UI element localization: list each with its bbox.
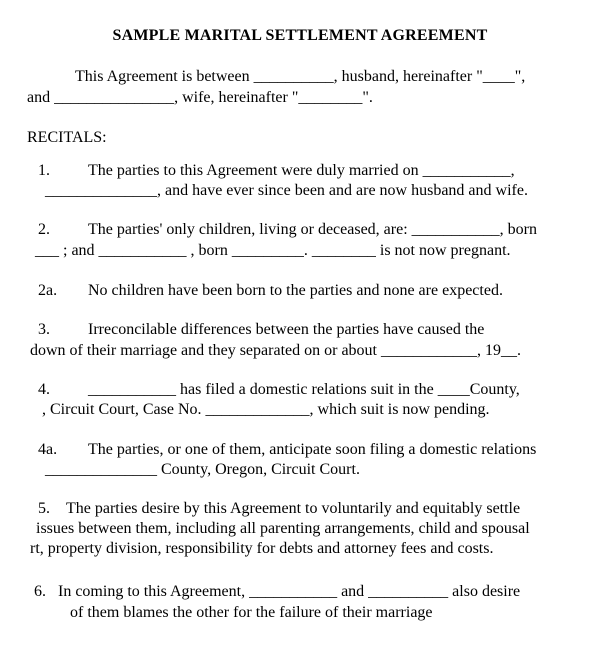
recital-1-line-2: ______________, and have ever since been and are now husband and wife. — [45, 182, 528, 199]
recital-1-line-1: The parties to this Agreement were duly married on ___________, — [88, 162, 515, 179]
recital-3-line-1: Irreconcilable differences between the parties have caused the — [88, 321, 485, 338]
recital-6-line-2: of them blames the other for the failure of their marriage — [70, 604, 433, 621]
recital-4-line-2: , Circuit Court, Case No. _____________, which suit is now pending. — [42, 401, 490, 418]
recital-number-4: 4. — [38, 381, 50, 398]
recital-2-line-2: ___ ; and ___________ , born _________. ________ is not now pregnant. — [35, 242, 511, 259]
recital-number-2: 2. — [38, 221, 50, 238]
recital-5-line-2: issues between them, including all parenting arrangements, child and spousal — [36, 520, 530, 537]
document-title: SAMPLE MARITAL SETTLEMENT AGREEMENT — [112, 27, 488, 44]
recital-number-5: 5. — [38, 500, 50, 517]
recital-5-line-3: rt, property division, responsibility for debts and attorney fees and costs. — [30, 540, 494, 557]
recital-2-line-1: The parties' only children, living or deceased, are: ___________, born — [88, 221, 537, 238]
recital-number-3: 3. — [38, 321, 50, 338]
recital-number-6: 6. — [34, 583, 46, 600]
recital-3-line-2: down of their marriage and they separated on or about ____________, 19__. — [30, 342, 521, 359]
recital-number-4a: 4a. — [38, 441, 58, 458]
recital-4a-line-1: The parties, or one of them, anticipate soon filing a domestic relations — [88, 441, 537, 458]
recital-5-line-1: The parties desire by this Agreement to voluntarily and equitably settle — [66, 500, 521, 517]
intro-line-2: and _______________, wife, hereinafter "________". — [27, 89, 373, 106]
recital-4a-line-2: ______________ County, Oregon, Circuit Court. — [45, 461, 360, 478]
recital-6-line-1: In coming to this Agreement, ___________ and __________ also desire — [58, 583, 521, 600]
recital-number-1: 1. — [38, 162, 50, 179]
intro-line-1: This Agreement is between __________, husband, hereinafter "____", — [75, 68, 526, 85]
recital-2a-line-1: No children have been born to the parties and none are expected. — [88, 282, 503, 299]
recital-4-line-1: ___________ has filed a domestic relations suit in the ____County, — [88, 381, 520, 398]
recitals-heading: RECITALS: — [27, 129, 107, 146]
recital-number-2a: 2a. — [38, 282, 58, 299]
